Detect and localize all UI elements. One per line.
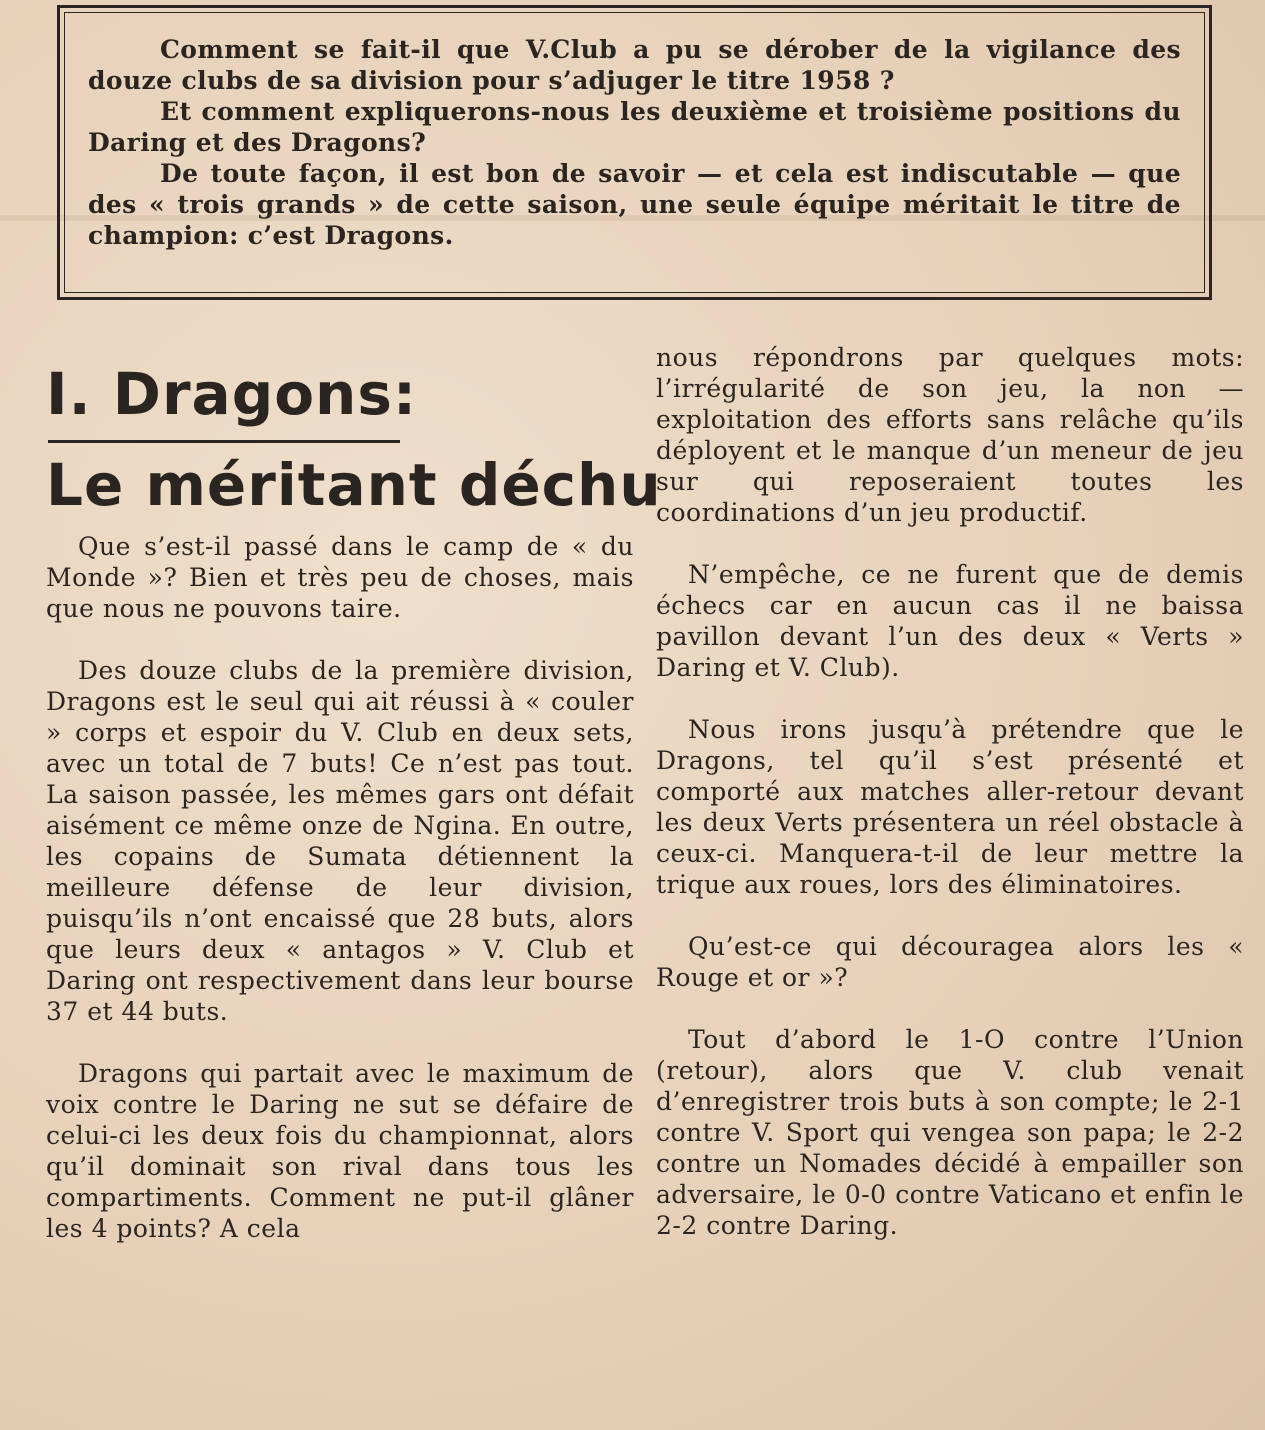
intro-paragraph-2: Et comment expliquerons-nous les deuxième et troisième positions du Daring et des Dragons?	[88, 97, 1181, 157]
right-paragraph: Nous irons jusqu’à prétendre que le Dragons, tel qu’il s’est présenté et comporté aux matches aller-retour devant les deux Verts présentera un réel obstacle à ceux-ci. Manquera-t-il de leur mettre la trique aux roues, lors des éliminatoires.	[656, 715, 1244, 899]
left-column	[46, 340, 662, 1275]
intro-box	[57, 5, 1212, 300]
section-heading: I. Dragons:	[46, 360, 418, 428]
right-paragraph: N’empêche, ce ne furent que de demis échecs car en aucun cas il ne baissa pavillon devant l’un des deux « Verts » Daring et V. Club).	[656, 560, 1244, 682]
left-paragraph: Dragons qui partait avec le maximum de voix contre le Daring ne sut se défaire de celui-ci les deux fois du championnat, alors qu’il dominait son rival dans tous les compartiments. Comment ne put-il glâner les 4 points? A cela	[46, 1059, 634, 1243]
heading-rule	[48, 440, 400, 443]
article-title: Le méritant déchu	[46, 451, 662, 519]
left-paragraph: Des douze clubs de la première division, Dragons est le seul qui ait réussi à « couler » corps et espoir du V. Club en deux sets, avec un total de 7 buts! Ce n’est pas tout. La saison passée, les mêmes gars ont défait aisément ce même onze de Ngina. En outre, les copains de Sumata détiennent la meilleure défense de leur division, puisqu’ils n’ont encaissé que 28 buts, alors que leurs deux « antagos » V. Club et Daring ont respectivement dans leur bourse 37 et 44 buts.	[46, 656, 634, 1026]
right-column	[656, 342, 1244, 1272]
right-paragraph: nous répondrons par quelques mots: l’irrégularité de son jeu, la non — exploitation des efforts sans relâche qu’ils déployent et le manque d’un meneur de jeu sur qui reposeraient toutes les coordinations d’un jeu productif.	[656, 343, 1244, 527]
intro-paragraph-3: De toute façon, il est bon de savoir — et cela est indiscutable — que des « trois grands » de cette saison, une seule équipe méritait le titre de champion: c’est Dragons.	[88, 159, 1181, 250]
right-paragraph: Qu’est-ce qui découragea alors les « Rouge et or »?	[656, 932, 1244, 992]
left-paragraph: Que s’est-il passé dans le camp de « du Monde »? Bien et très peu de choses, mais que nous ne pouvons taire.	[46, 532, 634, 623]
intro-paragraph-1: Comment se fait-il que V.Club a pu se dérober de la vigilance des douze clubs de sa division pour s’adjuger le titre 1958 ?	[88, 35, 1181, 95]
right-paragraph: Tout d’abord le 1-O contre l’Union (retour), alors que V. club venait d’enregistrer trois buts à son compte; le 2-1 contre V. Sport qui vengea son papa; le 2-2 contre un Nomades décidé à empailler son adversaire, le 0-0 contre Vaticano et enfin le 2-2 contre Daring.	[656, 1025, 1244, 1240]
